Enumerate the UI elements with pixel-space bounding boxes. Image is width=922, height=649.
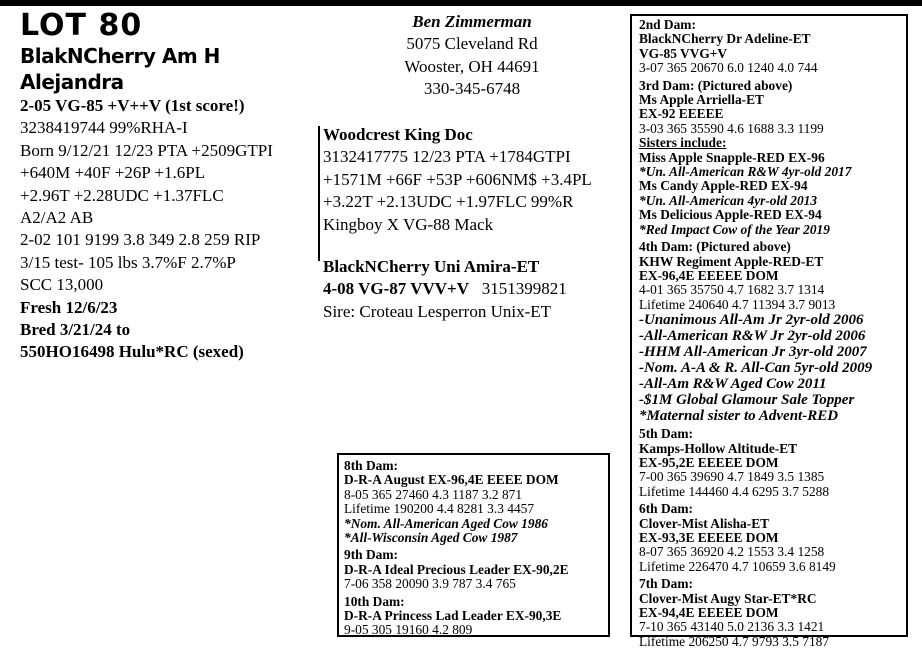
lot-number: LOT 80 (20, 8, 143, 43)
sister-3: Ms Delicious Apple-RED EX-94 (639, 207, 822, 223)
dam8-record: 8-05 365 27460 4.3 1187 3.2 871 (344, 486, 523, 502)
sister-1: Miss Apple Snapple-RED EX-96 (639, 149, 825, 165)
dam-block (323, 256, 623, 323)
sire-pedigree: Kingboy X VG-88 Mack (323, 214, 494, 234)
cow-genes: A2/A2 AB (20, 208, 94, 228)
consignor-name: Ben Zimmerman (412, 12, 532, 31)
dam9-label: 9th Dam: (344, 547, 398, 563)
sire-name: Woodcrest King Doc (323, 125, 473, 144)
dam3-record: 3-03 365 35590 4.6 1688 3.3 1199 (639, 120, 824, 136)
dam5-lifetime: Lifetime 144460 4.4 6295 3.7 5288 (639, 483, 830, 499)
cow-score: 2-05 VG-85 +V++V (1st score!) (20, 96, 245, 115)
dam4-honor-5: -All-Am R&W Aged Cow 2011 (639, 376, 827, 393)
dam4-lifetime: Lifetime 240640 4.7 11394 3.7 9013 (639, 296, 836, 312)
cow-scc: SCC 13,000 (20, 275, 104, 295)
dam7-score: EX-94,4E EEEEE DOM (639, 605, 779, 620)
dam-sire: Sire: Croteau Lesperron Unix-ET (323, 301, 552, 321)
consignor-block (382, 11, 562, 101)
dam2-label: 2nd Dam: (639, 17, 696, 32)
consignor-city: Wooster, OH 44691 (404, 56, 540, 76)
dam8-name: D-R-A August EX-96,4E EEEE DOM (344, 472, 559, 488)
dam4-honor-7: *Maternal sister to Advent-RED (639, 408, 839, 425)
dam6-name: Clover-Mist Alisha-ET (639, 515, 770, 531)
sister-2-note: *Un. All-American 4yr-old 2013 (639, 192, 818, 208)
sire-divider (318, 126, 320, 261)
sire-pta-production: +1571M +66F +53P +606NM$ +3.4PL (323, 169, 592, 189)
dam8-note-2: *All-Wisconsin Aged Cow 1987 (344, 530, 518, 546)
top-rule (0, 0, 922, 6)
dam6-label: 6th Dam: (639, 501, 693, 517)
cow-pta-production: +640M +40F +26P +1.6PL (20, 163, 206, 183)
dam4-honor-3: -HHM All-American Jr 3yr-old 2007 (639, 344, 867, 361)
cow-registration: 3238419744 99%RHA-I (20, 118, 188, 138)
dam3-label: 3rd Dam: (Pictured above) (639, 77, 793, 93)
dam5-name: Kamps-Hollow Altitude-ET (639, 440, 798, 456)
dam-score-line (323, 278, 623, 300)
dam9-name: D-R-A Ideal Precious Leader EX-90,2E (344, 561, 569, 577)
consignor-phone: 330-345-6748 (423, 79, 521, 99)
dam4-record: 4-01 365 35750 4.7 1682 3.7 1314 (639, 282, 825, 298)
cow-bred-sire: 550HO16498 Hulu*RC (sexed) (20, 342, 244, 362)
sister-2: Ms Candy Apple-RED EX-94 (639, 178, 808, 194)
dam10-label: 10th Dam: (344, 593, 405, 609)
sisters-label: Sisters include: (639, 135, 727, 151)
cow-name: BlakNCherry Am H Alejandra (20, 44, 220, 94)
consignor-street: 5075 Cleveland Rd (406, 34, 538, 54)
cow-pta-type: +2.96T +2.28UDC +1.37FLC (20, 185, 224, 205)
dam2-score: VG-85 VVG+V (639, 45, 728, 61)
dam7-name: Clover-Mist Augy Star-ET*RC (639, 590, 817, 606)
bottom-pedigree-box (337, 453, 610, 637)
dam3-name: Ms Apple Arriella-ET (639, 92, 764, 108)
dam8-label: 8th Dam: (344, 458, 398, 473)
dam4-honor-4: -Nom. A-A & R. All-Can 5yr-old 2009 (639, 360, 873, 377)
dam7-lifetime: Lifetime 206250 4.7 9793 3.5 7187 (639, 633, 830, 649)
lot-cow-section (20, 8, 320, 364)
dam2-name: BlackNCherry Dr Adeline-ET (639, 31, 811, 47)
dam4-honor-1: -Unanimous All-Am Jr 2yr-old 2006 (639, 312, 864, 329)
dam5-label: 5th Dam: (639, 426, 693, 442)
right-pedigree-box (630, 14, 908, 649)
cow-birth-pta: Born 9/12/21 12/23 PTA +2509GTPI (20, 140, 273, 160)
dam4-honor-2: -All-American R&W Jr 2yr-old 2006 (639, 328, 866, 345)
dam8-note-1: *Nom. All-American Aged Cow 1986 (344, 515, 548, 531)
cow-fresh-date: Fresh 12/6/23 (20, 297, 118, 317)
dam7-label: 7th Dam: (639, 576, 693, 592)
sire-block (323, 124, 623, 236)
dam9-record: 7-06 358 20090 3.9 787 3.4 765 (344, 576, 516, 592)
dam4-score: EX-96,4E EEEEE DOM (639, 267, 779, 283)
dam2-record: 3-07 365 20670 6.0 1240 4.0 744 (639, 60, 818, 76)
dam-name: BlackNCherry Uni Amira-ET (323, 257, 540, 276)
cow-bred-date: Bred 3/21/24 to (20, 320, 131, 340)
dam4-name: KHW Regiment Apple-RED-ET (639, 253, 824, 269)
dam7-record: 7-10 365 43140 5.0 2136 3.3 1421 (639, 619, 825, 635)
dam-score: 4-08 VG-87 VVV+V (323, 279, 470, 299)
dam-registration: 3151399821 (481, 279, 567, 299)
sire-reg-pta: 3132417775 12/23 PTA +1784GTPI (323, 147, 571, 167)
sister-3-note: *Red Impact Cow of the Year 2019 (639, 221, 830, 237)
dam10-record: 9-05 305 19160 4.2 809 (344, 622, 473, 638)
sire-pta-type: +3.22T +2.13UDC +1.97FLC 99%R (323, 192, 574, 212)
dam6-record: 8-07 365 36920 4.2 1553 3.4 1258 (639, 544, 825, 560)
dam5-record: 7-00 365 39690 4.7 1849 3.5 1385 (639, 469, 825, 485)
dam4-honor-6: -$1M Global Glamour Sale Topper (639, 392, 855, 409)
dam10-name: D-R-A Princess Lad Leader EX-90,3E (344, 608, 562, 624)
sister-1-note: *Un. All-American R&W 4yr-old 2017 (639, 164, 852, 180)
cow-test: 3/15 test- 105 lbs 3.7%F 2.7%P (20, 252, 236, 272)
dam6-lifetime: Lifetime 226470 4.7 10659 3.6 8149 (639, 558, 836, 574)
dam8-lifetime: Lifetime 190200 4.4 8281 3.3 4457 (344, 501, 535, 517)
dam4-label: 4th Dam: (Pictured above) (639, 239, 791, 255)
dam3-score: EX-92 EEEEE (639, 106, 724, 122)
dam6-score: EX-93,3E EEEEE DOM (639, 529, 779, 545)
cow-record: 2-02 101 9199 3.8 349 2.8 259 RIP (20, 230, 261, 250)
dam5-score: EX-95,2E EEEEE DOM (639, 454, 779, 470)
